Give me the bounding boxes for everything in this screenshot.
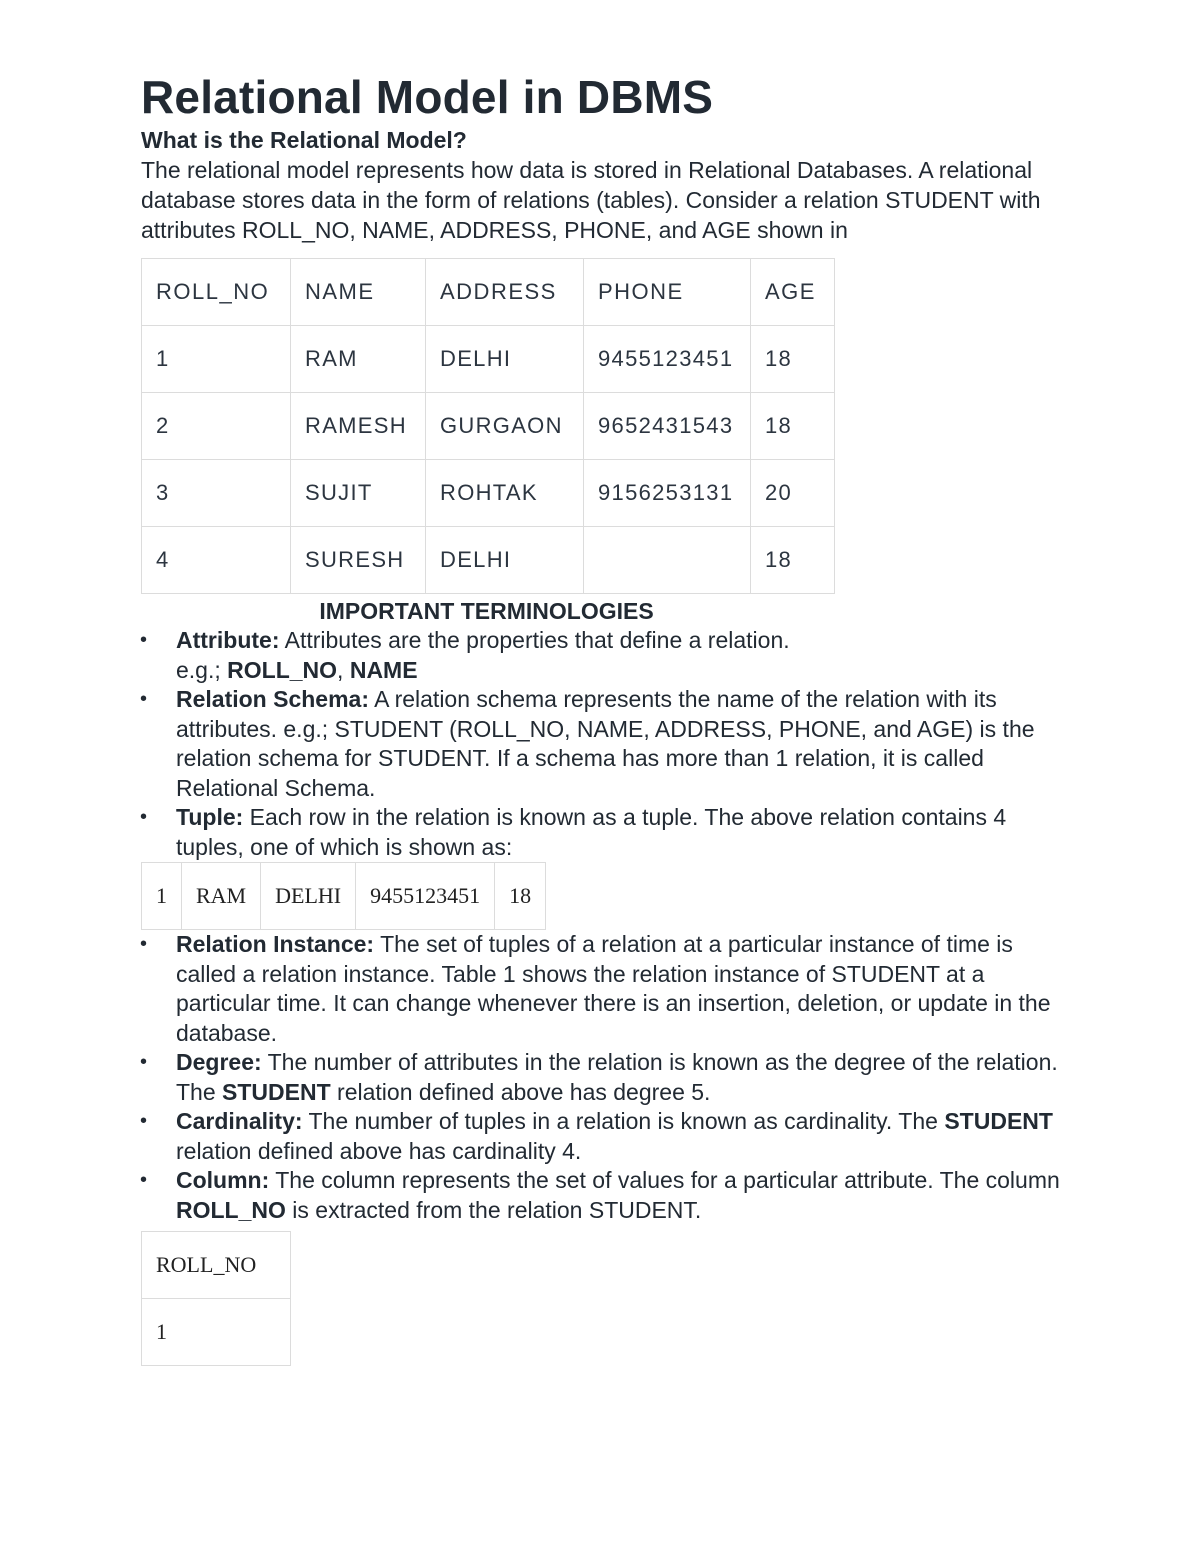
term-label: Column: (176, 1167, 270, 1193)
list-item-degree (141, 1048, 1061, 1107)
table-row (142, 326, 835, 393)
cell-age: 18 (751, 393, 835, 460)
cell-phone: 9455123451 (584, 326, 751, 393)
list-item-column (141, 1166, 1061, 1225)
column-table (141, 1231, 291, 1366)
cell-address: DELHI (426, 527, 584, 594)
term-label: Attribute: (176, 627, 280, 653)
table-header-row (142, 1232, 291, 1299)
cell-name: RAM (182, 863, 261, 930)
cell-name: SURESH (291, 527, 426, 594)
term-label: Cardinality: (176, 1108, 303, 1134)
term-text-end: is extracted from the relation STUDENT. (285, 1196, 702, 1223)
term-text: The column represents the set of values for a particular attribute. The column (269, 1167, 1060, 1193)
cell-roll-no: 3 (142, 460, 291, 527)
term-text: The number of attributes in the relation is known as the degree of the relation. The (176, 1049, 1058, 1105)
list-item-tuple (141, 803, 1061, 862)
header-name: NAME (291, 259, 426, 326)
list-item-relation-instance (141, 930, 1061, 1048)
table-row (142, 863, 546, 930)
terminology-list (141, 626, 1061, 862)
cell-roll-no: 1 (142, 863, 182, 930)
example-separator: , (337, 656, 350, 683)
term-bold: ROLL_NO (176, 1196, 286, 1223)
cell-phone: 9455123451 (356, 863, 495, 930)
cell-name: SUJIT (291, 460, 426, 527)
term-text-end: relation defined above has cardinality 4. (176, 1137, 582, 1164)
term-label: Relation Schema: (176, 686, 369, 712)
list-item-relation-schema (141, 685, 1061, 803)
cell-age: 20 (751, 460, 835, 527)
cell-phone (584, 527, 751, 594)
term-label: Tuple: (176, 804, 244, 830)
cell-roll-no: 4 (142, 527, 291, 594)
cell-age: 18 (751, 527, 835, 594)
term-text: Attributes are the properties that define a relation. (279, 627, 790, 653)
header-phone: PHONE (584, 259, 751, 326)
list-item-cardinality (141, 1107, 1061, 1166)
header-roll-no: ROLL_NO (142, 259, 291, 326)
term-text: The set of tuples of a relation at a particular instance of time is called a relation instance. Table 1 shows the relation instance of STUDENT at a particular time. It can change whenever there is an insertion, deletion, or update in the database. (176, 931, 1051, 1046)
cell-roll-no: 1 (142, 1299, 291, 1366)
term-bold: STUDENT (222, 1078, 331, 1105)
table-row (142, 1299, 291, 1366)
cell-roll-no: 2 (142, 393, 291, 460)
term-text: A relation schema represents the name of the relation with its attributes. e.g.; STUDENT (ROLL_NO, NAME, ADDRESS, PHONE, and AGE) is the relation schema for STUDENT. If a schema has more than 1 relation, it is called Relational Schema. (176, 686, 1035, 801)
cell-address: GURGAON (426, 393, 584, 460)
cell-phone: 9156253131 (584, 460, 751, 527)
cell-address: DELHI (426, 326, 584, 393)
terminology-heading: IMPORTANT TERMINOLOGIES (319, 598, 654, 624)
term-text: Each row in the relation is known as a tuple. The above relation contains 4 tuples, one of which is shown as: (176, 804, 1007, 860)
example-roll-no: ROLL_NO (227, 656, 338, 683)
table-row (142, 393, 835, 460)
table-header-row (142, 259, 835, 326)
terminology-list-continued (141, 930, 1061, 1225)
cell-name: RAM (291, 326, 426, 393)
term-label: Relation Instance: (176, 931, 375, 957)
cell-address: ROHTAK (426, 460, 584, 527)
intro-paragraph: The relational model represents how data is stored in Relational Databases. A relational database stores data in the form of relations (tables). Consider a relation STUDENT with attributes ROLL_NO, NAME, ADDRESS, PHONE, and AGE shown in (141, 157, 1041, 243)
student-table (141, 258, 835, 594)
term-bold: STUDENT (944, 1108, 1053, 1134)
term-text: The number of tuples in a relation is known as cardinality. The (302, 1108, 945, 1134)
cell-name: RAMESH (291, 393, 426, 460)
header-roll-no: ROLL_NO (142, 1232, 291, 1299)
header-age: AGE (751, 259, 835, 326)
page-title: Relational Model in DBMS (141, 71, 714, 123)
example-prefix: e.g.; (176, 656, 228, 683)
table-row (142, 460, 835, 527)
list-item-attribute (141, 626, 1061, 685)
cell-age: 18 (495, 863, 546, 930)
section-heading: What is the Relational Model? (141, 127, 467, 153)
cell-phone: 9652431543 (584, 393, 751, 460)
example-name: NAME (349, 656, 418, 683)
header-address: ADDRESS (426, 259, 584, 326)
table-row (142, 527, 835, 594)
cell-age: 18 (751, 326, 835, 393)
document-page (141, 68, 1061, 1366)
cell-roll-no: 1 (142, 326, 291, 393)
term-text-end: relation defined above has degree 5. (330, 1078, 711, 1105)
tuple-table (141, 862, 546, 930)
term-label: Degree: (176, 1049, 262, 1075)
cell-address: DELHI (261, 863, 356, 930)
